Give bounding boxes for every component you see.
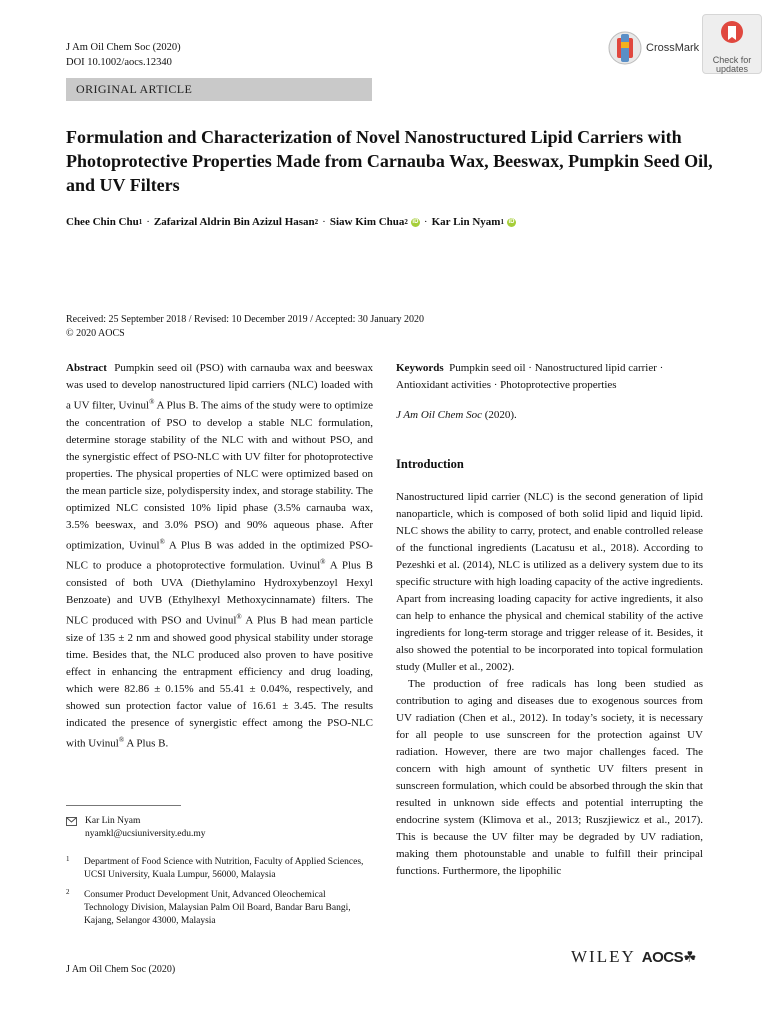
registered-mark: ®: [149, 398, 155, 406]
introduction-paragraph: Nanostructured lipid carrier (NLC) is the second generation of lipid nanoparticle, which is composed of both solid lipid and liquid lipid. NLC shows the ability to carry, protect, and enable controlled release of the functional ingredients (Lacatusu et al., 2018). According to Pezeshki et al. (2014), NLC is utilized as a delivery system due to its specific structure with high loading capacity of the active ingredients. Apart from increasing loading capacity for active ingredients, it also can help to enhance the physical and chemical stability of the active ingredients for long-term storage and trigger release of it. Besides, it also showed the potential to be incorporated into topical formulation study (Muller et al., 2002).: [396, 491, 703, 673]
author-list: [66, 216, 516, 228]
registered-mark: ®: [320, 558, 326, 567]
abstract: [66, 360, 373, 752]
check-updates-line1: Check for: [712, 55, 752, 65]
aocs-logo: [642, 948, 696, 966]
author-affiliation: 2: [314, 218, 319, 226]
author-separator: ·: [146, 216, 150, 228]
orcid-icon[interactable]: iD: [412, 218, 419, 225]
author-affiliation: 1: [138, 218, 143, 226]
abstract-text-6: A Plus B.: [124, 737, 169, 750]
correspondence: [66, 815, 206, 841]
author-separator: ·: [423, 216, 428, 228]
author-affiliation: 2: [404, 218, 408, 226]
registered-mark: ®: [159, 537, 165, 546]
affiliation-number: 1: [66, 855, 70, 863]
author-affiliation: 1: [500, 218, 504, 226]
keywords: [396, 360, 708, 394]
citation-journal: J Am Oil Chem Soc: [396, 409, 482, 421]
author-separator: ·: [322, 216, 326, 228]
aocs-logo-text: AOCS: [641, 949, 684, 966]
article-type-label: ORIGINAL ARTICLE: [76, 82, 193, 96]
orcid-icon[interactable]: iD: [508, 218, 515, 225]
wiley-logo: WILEY: [571, 947, 636, 966]
corresponding-author: Kar Lin Nyam: [85, 816, 141, 826]
check-for-updates-badge[interactable]: [702, 14, 762, 74]
corresponding-email[interactable]: nyamkl@ucsiuniversity.edu.my: [85, 829, 206, 839]
journal-citation: J Am Oil Chem Soc (2020): [66, 42, 181, 53]
affiliation-text: Department of Food Science with Nutrition, Faculty of Applied Sciences, UCSI University, Kuala Lumpur, 56000, Malaysia: [84, 857, 364, 880]
introduction-heading: Introduction: [396, 457, 464, 471]
abstract-label: Abstract: [66, 362, 107, 374]
citation-year: (2020).: [481, 409, 517, 421]
abstract-text-2: A Plus B. The aims of the study were to optimize the concentration of PSO to develop a stable NLC formulation, determine storage stability of the NLC with and without PSO, and the synergistic effect of PSO-NLC with UV filter for photoprotective properties. The physical properties of NLC were optimized based on the mean particle size, polydispersity index, and storage stability. The optimized NLC consisted 10% lipid phase (3.5% carnauba wax, 3.5% beeswax, and 3.0% PSO) and 90% aqueous phase. After optimization, Uvinul: [66, 399, 373, 552]
crossmark-label: CrossMark: [646, 42, 700, 54]
abstract-text-1: Pumpkin seed oil (PSO) with carnauba wax and beeswax was used to develop nanostructured lipid carriers (NLC) loaded with a UV filter, Uvinul: [66, 362, 373, 412]
citation-line: [396, 409, 517, 421]
affiliation: [66, 856, 366, 882]
registered-mark: ®: [118, 735, 125, 744]
keywords-label: Keywords: [396, 362, 444, 374]
affiliation: [66, 889, 366, 928]
author-name[interactable]: Chee Chin Chu: [66, 216, 139, 228]
keywords-text: Pumpkin seed oil · Nanostructured lipid carrier · Antioxidant activities · Photoprotective properties: [396, 362, 664, 391]
abstract-text-5: A Plus B had mean particle size of 135 ± 2 nm and showed good physical stability under storage time. Besides that, the NLC produced also proven to have positive effect in enhancing the entrapment efficiency and drug loading, which were 82.86 ± 0.15% and 55.41 ± 0.04%, respectively, and showed sun protection factor value of 16.61 ± 3.45. The results indicated the presence of synergistic effect among the PSO-NLC with Uvinul: [66, 614, 373, 750]
envelope-icon: [66, 817, 77, 826]
abstract-text-4: A Plus B consisted of both UVA (Diethylamino Hydroxybenzoyl Hexyl Benzoate) and UVB (Ethylhexyl Methoxycinnamate) filters. The NLC produced with PSO and Uvinul: [66, 559, 373, 627]
publication-dates: [66, 313, 424, 341]
introduction-body: [396, 489, 703, 880]
article-title: Formulation and Characterization of Novel Nanostructured Lipid Carriers with Photoprotective Properties Made from Carnauba Wax, Beeswax, Pumpkin Seed Oil, and UV Filters: [66, 127, 713, 195]
author-name[interactable]: Zafarizal Aldrin Bin Azizul Hasan: [153, 216, 315, 228]
crossmark-badge[interactable]: [608, 30, 699, 66]
affiliation-number: 2: [66, 888, 70, 896]
aocs-leaf-icon: ☘: [683, 949, 697, 966]
article-history: Received: 25 September 2018 / Revised: 10 December 2019 / Accepted: 30 January 2020: [66, 314, 424, 325]
doi[interactable]: DOI 10.1002/aocs.12340: [66, 57, 172, 68]
footer-journal: J Am Oil Chem Soc (2020): [66, 964, 176, 975]
introduction-paragraph: The production of free radicals has long been studied as contribution to aging and diseases due to exogenous sources from UV radiation (Chen et al., 2012). In today’s society, it is necessary for all people to use sunscreen for the protection against UV radiation. However, there are two major challenges faced. The concern with high amount of synthetic UV filters present in sunscreen formulation, which could be absorbed through the skin that resulted in unknown side effects and potential interrupting the endocrine system (Klimova et al., 2013; Ruszjiewicz et al., 2017). This is because the UV filter may be degraded by UV radiation, making them photounstable and unable to fulfill their principal functions. Furthermore, the lipophilic: [396, 678, 703, 877]
footnote-divider: [66, 805, 181, 806]
author-name[interactable]: Kar Lin Nyam: [431, 216, 501, 228]
registered-mark: ®: [236, 612, 242, 621]
bookmark-icon: [719, 19, 745, 49]
copyright: © 2020 AOCS: [66, 328, 125, 339]
article-type-banner: [66, 78, 372, 101]
journal-header: [66, 40, 181, 70]
author-name[interactable]: Siaw Kim Chua: [329, 216, 405, 228]
abstract-text-3: A Plus B was added in the optimized PSO-NLC to produce a photoprotective formulation. Uvinul: [66, 539, 373, 572]
check-updates-line2: updates: [715, 64, 749, 74]
publisher-logos: [571, 947, 696, 967]
crossmark-icon: [608, 30, 642, 66]
affiliation-text: Consumer Product Development Unit, Advanced Oleochemical Technology Division, Malaysian Palm Oil Board, Bandar Baru Bangi, Kajang, Selangor 43000, Malaysia: [84, 890, 351, 926]
